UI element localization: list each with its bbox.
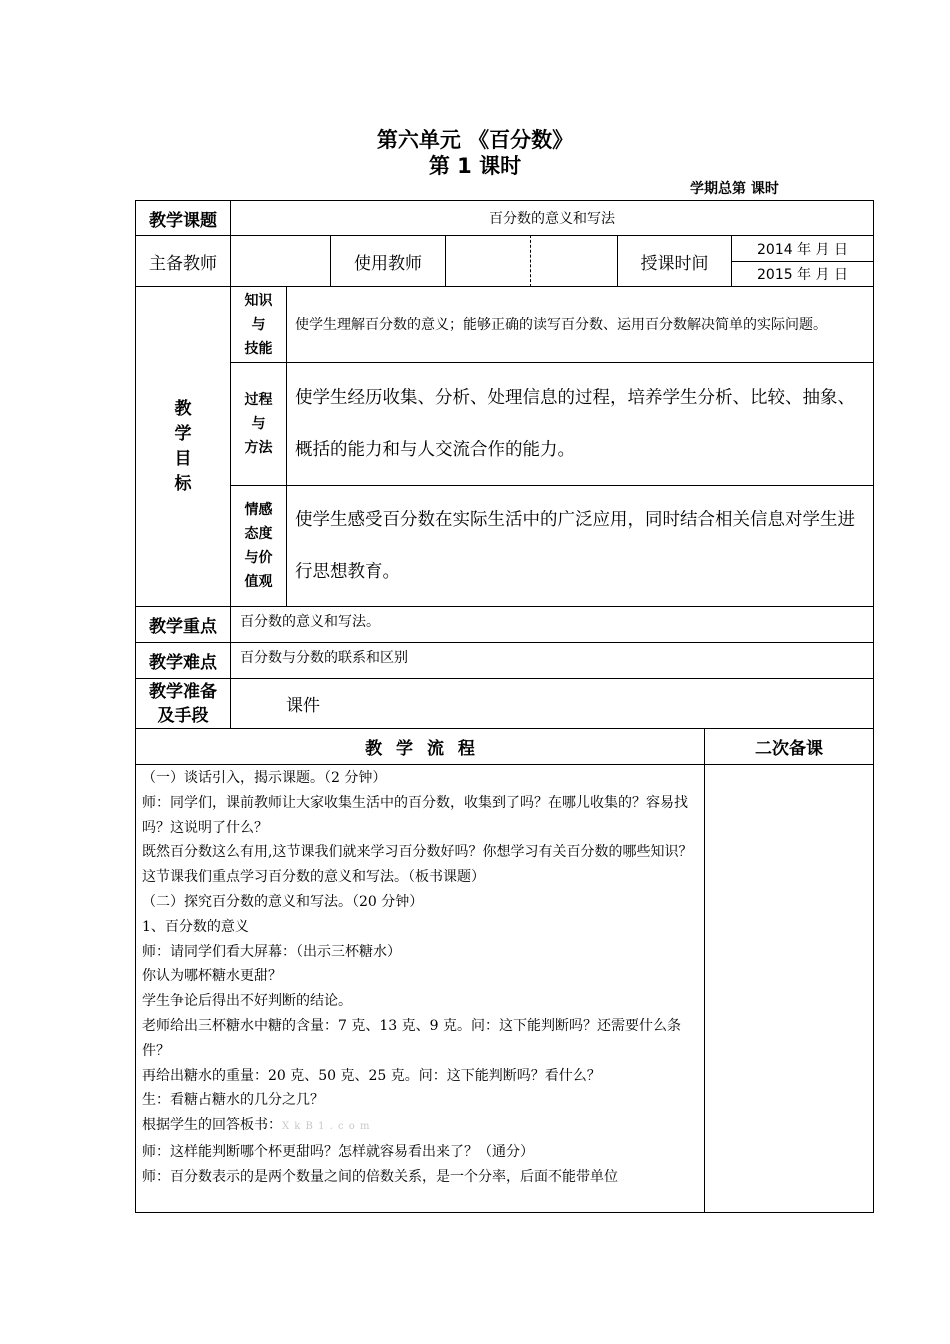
date-2015: 2015 年 月 日 xyxy=(757,267,848,283)
flow-line: 学生争论后得出不好判断的结论。 xyxy=(142,993,352,1010)
flow-line: 这节课我们重点学习百分数的意义和写法。（板书课题） xyxy=(142,869,485,886)
goals-label: 教 学 目 标 xyxy=(174,398,192,494)
difficulty-label: 教学难点 xyxy=(149,653,217,673)
flow-line: 师：这样能判断哪个杯更甜吗？怎样就容易看出来了？（通分） xyxy=(142,1143,534,1160)
topic-label: 教学课题 xyxy=(149,210,217,231)
table-border-right xyxy=(873,200,874,1213)
topic-value: 百分数的意义和写法 xyxy=(489,211,615,227)
flow-line: 老师给出三杯糖水中糖的含量：7 克、13 克、9 克。问：这下能判断吗？还需要什么条件？ xyxy=(142,1017,681,1059)
dashed-divider xyxy=(530,235,531,287)
prep-value: 课件 xyxy=(286,696,320,716)
key-label: 教学重点 xyxy=(149,617,217,637)
flow-line: （一）谈话引入，揭示课题。（2 分钟） xyxy=(142,770,387,786)
goal-emotion-label: 情感 态度 与价 值观 xyxy=(244,502,273,590)
semester-total: 学期总第 课时 xyxy=(690,181,779,197)
goal-sub-divider xyxy=(286,286,287,607)
row-divider xyxy=(135,764,874,765)
flow-line: （二）探究百分数的意义和写法。（20 分钟） xyxy=(142,893,424,910)
time-label: 授课时间 xyxy=(640,253,709,274)
goal-process-label: 过程 与 方法 xyxy=(244,392,273,456)
goal-knowledge-label: 知识 与 技能 xyxy=(244,292,273,357)
flow-col-divider xyxy=(704,728,705,1213)
goal-knowledge-text: 使学生理解百分数的意义；能够正确的读写百分数、运用百分数解决简单的实际问题。 xyxy=(295,316,827,333)
watermark: X k B 1 . c o m xyxy=(282,1121,371,1133)
flow-line: 再给出糖水的重量：20 克、50 克、25 克。问：这下能判断吗？看什么？ xyxy=(142,1067,601,1084)
flow-line: 1、百分数的意义 xyxy=(142,918,249,935)
flow-line: 生：看糖占糖水的几分之几？ xyxy=(142,1092,324,1109)
unit-title: 第六单元 《百分数》 xyxy=(376,128,574,152)
flow-content xyxy=(142,766,700,1190)
flow-label: 教 学 流 程 xyxy=(365,739,475,759)
flow-line-with-watermark: 根据学生的回答板书：X k B 1 . c o m xyxy=(142,1117,371,1134)
key-value: 百分数的意义和写法。 xyxy=(240,614,380,630)
difficulty-value: 百分数与分数的联系和区别 xyxy=(240,650,408,666)
goal-emotion-text: 使学生感受百分数在实际生活中的广泛应用，同时结合相关信息对学生进行思想教育。 xyxy=(295,510,855,582)
date-2014: 2014 年 月 日 xyxy=(757,241,848,258)
flow-line: 师：请同学们看大屏幕：（出示三杯糖水） xyxy=(142,943,401,960)
main-teacher-label: 主备教师 xyxy=(149,253,217,274)
use-teacher-label: 使用教师 xyxy=(354,253,422,274)
second-prep-label: 二次备课 xyxy=(755,739,823,759)
table-border-bottom xyxy=(135,1212,874,1213)
lesson-title: 第 1 课时 xyxy=(428,154,522,178)
goal-process-text: 使学生经历收集、分析、处理信息的过程，培养学生分析、比较、抽象、概括的能力和与人交流合作的能力。 xyxy=(295,388,855,460)
flow-line: 师：百分数表示的是两个数量之间的倍数关系，是一个分率，后面不能带单位 xyxy=(142,1168,618,1185)
col-divider xyxy=(445,235,446,287)
flow-line: 你认为哪杯糖水更甜？ xyxy=(142,968,282,985)
flow-line: 师：同学们，课前教师让大家收集生活中的百分数，收集到了吗？在哪儿收集的？容易找吗？这说明了什么？ xyxy=(142,794,688,836)
flow-line: 既然百分数这么有用,这节课我们就来学习百分数好吗？你想学习有关百分数的哪些知识？ xyxy=(142,844,693,861)
prep-label: 教学准备 及手段 xyxy=(149,681,217,726)
